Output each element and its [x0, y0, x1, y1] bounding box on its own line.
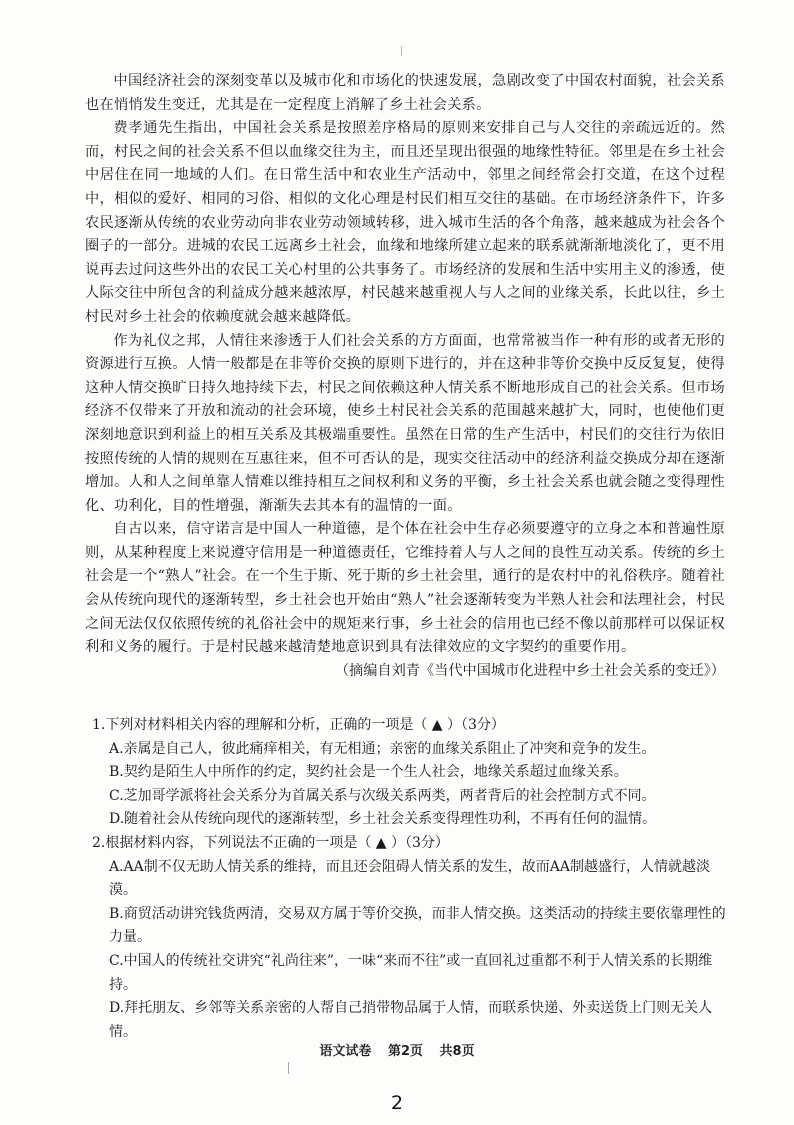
footer-page: 第2页: [387, 1044, 423, 1059]
question-1-option-a: A.亲属是自己人，彼此痛痒相关，有无相通；亲密的血缘关系阻止了冲突和竞争的发生。: [109, 740, 656, 757]
passage-paragraph-1: 中国经济社会的深刻变革以及城市化和市场化的快速发展，急剧改变了中国农村面貌，社会关系也在悄悄发生变迁，尤其是在一定程度上消解了乡土社会关系。: [85, 73, 725, 113]
passage-source: （摘编自刘青《当代中国城市化进程中乡土社会关系的变迁》）: [334, 662, 725, 679]
scan-mark-bottom: [288, 1062, 289, 1074]
question-2-option-c: C.中国人的传统社交讲究“礼尚往来”，一味“来而不往”或一直回礼过重都不利于人情关系的长期维持。: [109, 952, 713, 993]
question-1-option-c: C.芝加哥学派将社会关系分为首属关系与次级关系两类，两者背后的社会控制方式不同。: [109, 787, 656, 804]
scan-mark: [401, 46, 402, 56]
passage-paragraph-3: 作为礼仪之邦，人情往来渗透于人们社会关系的方方面面，也常常被当作一种有形的或者无形的资源进行互换。人情一般都是在非等价交换的原则下进行的，并在这种非等价交换中反反复复，使得这种人情交换旷日持久地持续下去，村民之间依赖这种人情关系不断地形成自己的社会关系。但市场经济不仅带来了开放和流动的社会环境，使乡土村民社会关系的范围越来越扩大，同时，也使他们更深刻地意识到利益上的相互关系及其极端重要性。虽然在日常的生产生活中，村民们的交往行为依旧按照传统的人情的规则在互惠往来，但不可否认的是，现实交往活动中的经济利益交换成分却在逐渐增加。人和人之间单靠人情难以维持相互之间权利和义务的平衡，乡土社会关系也就会随之变得理性化、功利化，目的性增强，渐渐失去其本有的温情的一面。: [85, 332, 725, 514]
question-1-option-b: B.契约是陌生人中所作的约定，契约社会是一个生人社会，地缘关系超过血缘关系。: [109, 764, 628, 781]
passage-paragraph-4: 自古以来，信守诺言是中国人一种道德，是个体在社会中生存必须要遵守的立身之本和普遍性原则，从某种程度上来说遵守信用是一种道德责任，它维持着人与人之间的良性互动关系。传统的乡土社会是一个“熟人”社会。在一个生于斯、死于斯的乡土社会里，通行的是农村中的礼俗秩序。随着社会从传统向现代的逐渐转型，乡土社会也开始由“熟人”社会逐渐转变为半熟人社会和法理社会，村民之间无法仅仅依照传统的礼俗社会中的规矩来行事，乡土社会的信用也已经不像以前那样可以保证权利和义务的履行。于是村民越来越清楚地意识到具有法律效应的文字契约的重要作用。: [85, 521, 725, 656]
question-2-option-d: D.拜托朋友、乡邻等关系亲密的人帮自己捎带物品属于人情，而联系快递、外卖送货上门则无关人情。: [109, 1000, 713, 1040]
question-1-stem: 1.下列对材料相关内容的理解和分析，正确的一项是（ ▲ ）（3分）: [92, 717, 505, 733]
page-footer: [0, 1040, 794, 1059]
question-1: [92, 714, 732, 832]
question-2-option-b: B.商贸活动讲究钱货两清，交易双方属于等价交换，而非人情交换。这类活动的持续主要依靠理性的力量。: [109, 905, 726, 946]
footer-subject: 语文试卷: [319, 1044, 372, 1059]
page-number: 2: [390, 1092, 404, 1114]
question-section: [92, 714, 732, 1044]
question-2-option-a: A.AA制不仅无助人情关系的维持，而且还会阻碍人情关系的发生，故而AA制越盛行，人情就越淡漠。: [109, 858, 710, 899]
question-1-option-d: D.随着社会从传统向现代的逐渐转型，乡土社会关系变得理性功利，不再有任何的温情。: [109, 811, 657, 828]
reading-passage: [85, 70, 725, 683]
footer-total: 共8页: [439, 1044, 475, 1059]
question-2: [92, 832, 732, 1044]
question-2-stem: 2.根据材料内容，下列说法不正确的一项是（ ▲ ）（3分）: [92, 834, 449, 851]
passage-paragraph-2: 费孝通先生指出，中国社会关系是按照差序格局的原则来安排自己与人交往的亲疏远近的。然而，村民之间的社会关系不但以血缘交往为主，而且还呈现出很强的地缘性特征。邻里是在乡土社会中居住在同一地域的人们。在日常生活中和农业生产活动中，邻里之间经常会打交道，在这个过程中，相似的爱好、相同的习俗、相似的文化心理是村民们相互交往的基础。在市场经济条件下，许多农民逐渐从传统的农业劳动向非农业劳动领域转移，进入城市生活的各个角落，越来越成为社会各个圈子的一部分。进城的农民工远离乡土社会，血缘和地缘所建立起来的联系就渐渐地淡化了，更不用说再去过问这些外出的农民工关心村里的公共事务了。市场经济的发展和生活中实用主义的渗透，使人际交往中所包含的利益成分越来越浓厚，村民越来越重视人与人之间的业缘关系，长此以往，乡土村民对乡土社会的依赖度就会越来越降低。: [85, 120, 725, 325]
